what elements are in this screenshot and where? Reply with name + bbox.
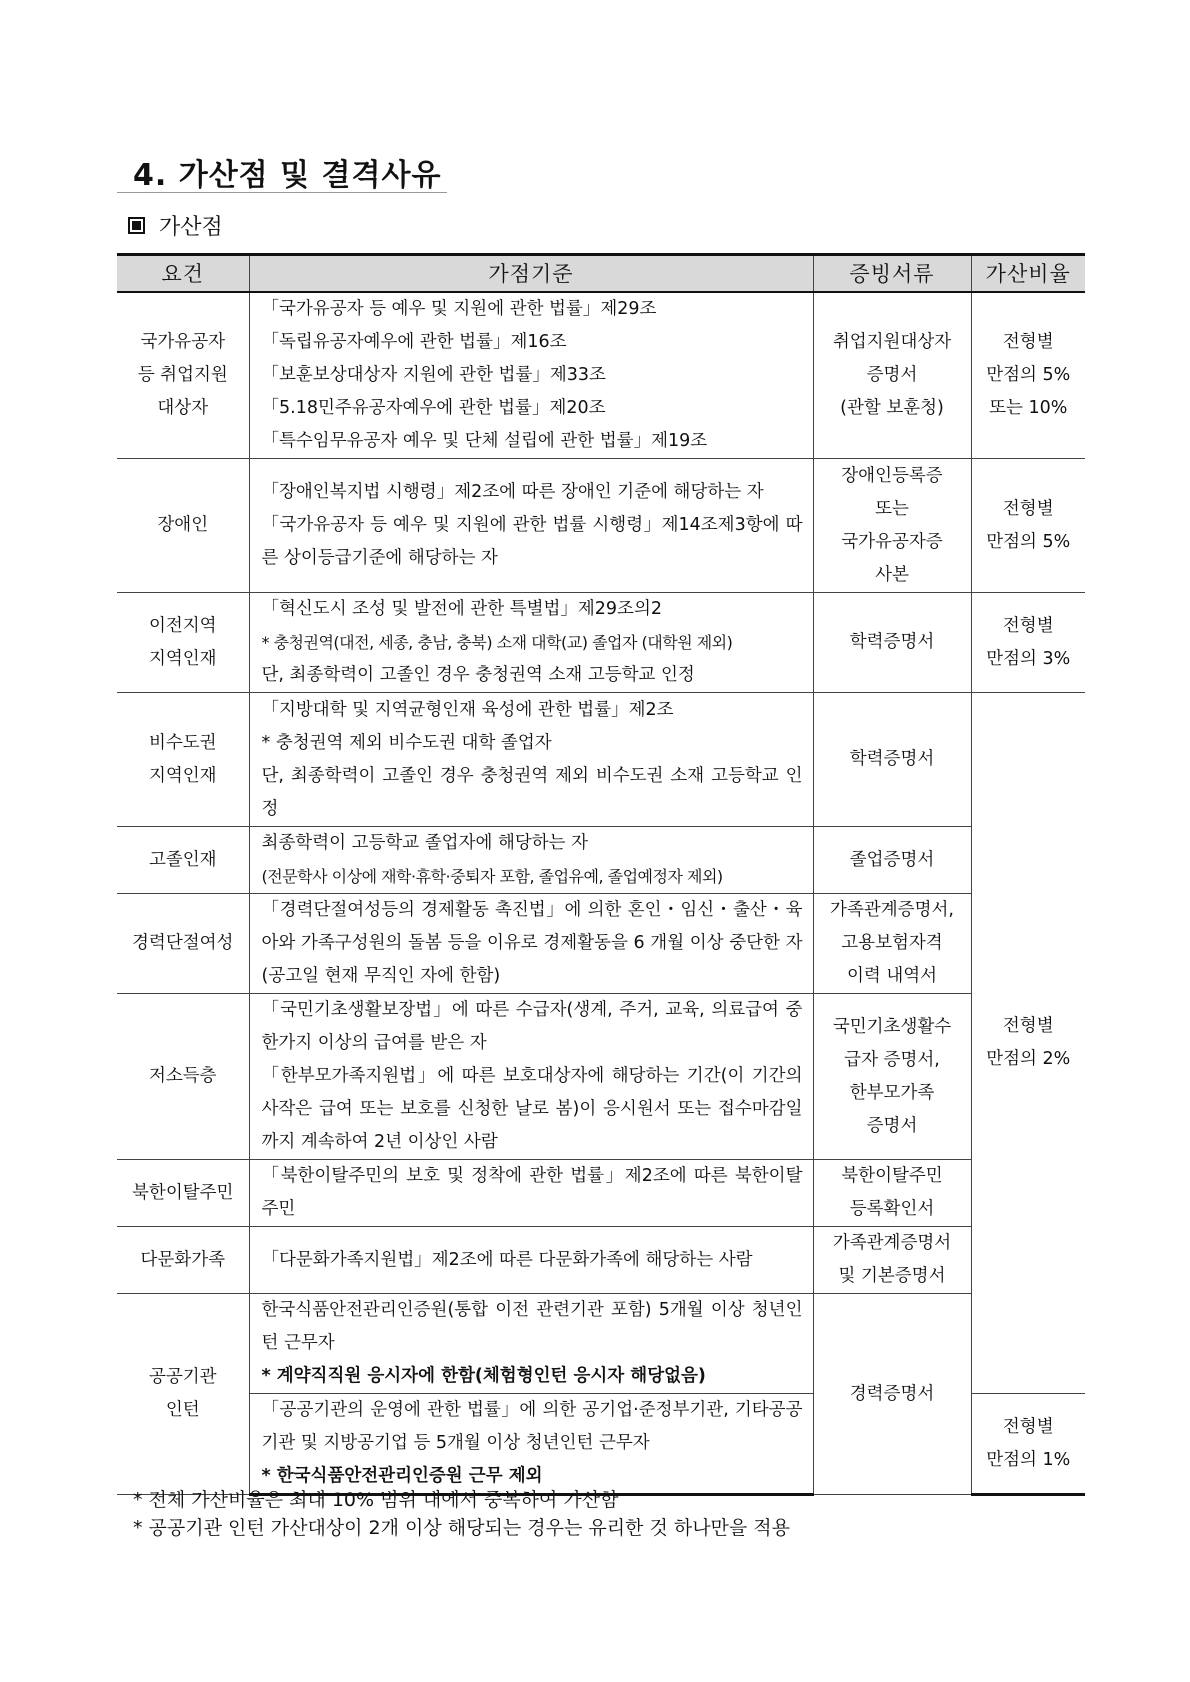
requirement-cell: 장애인 [117, 459, 249, 593]
rate-cell: 전형별 만점의 3% [971, 593, 1085, 693]
table-header-row [117, 255, 1085, 293]
documents-cell: 가족관계증명서, 고용보험자격 이력 내역서 [813, 894, 971, 994]
criteria-cell: 최종학력이 고등학교 졸업자에 해당하는 자 (전문학사 이상에 재학·휴학·중퇴자 포함, 졸업유예, 졸업예정자 제외) [249, 827, 813, 894]
criteria-cell: 「장애인복지법 시행령」제2조에 따른 장애인 기준에 해당하는 자 「국가유공자 등 예우 및 지원에 관한 법률 시행령」제14조제3항에 따른 상이등급기준에 해당하는 자 [249, 459, 813, 593]
footnote: * 공공기관 인턴 가산대상이 2개 이상 해당되는 경우는 유리한 것 하나만을 적용 [133, 1517, 790, 1539]
footnotes [133, 1486, 790, 1542]
documents-cell: 경력증명서 [813, 1294, 971, 1495]
header-criteria: 가점기준 [249, 255, 813, 293]
section-title: 가산점 [159, 215, 223, 240]
documents-cell: 장애인등록증 또는 국가유공자증 사본 [813, 459, 971, 593]
table-row [117, 459, 1085, 593]
requirement-cell: 경력단절여성 [117, 894, 249, 994]
table-row [117, 1160, 1085, 1227]
requirement-cell: 고졸인재 [117, 827, 249, 894]
table-row [117, 827, 1085, 894]
table-row [117, 593, 1085, 693]
table-row [117, 894, 1085, 994]
rate-cell: 전형별 만점의 5% [971, 459, 1085, 593]
requirement-cell: 비수도권 지역인재 [117, 693, 249, 827]
documents-cell: 국민기초생활수 급자 증명서, 한부모가족 증명서 [813, 994, 971, 1160]
documents-cell: 학력증명서 [813, 593, 971, 693]
criteria-cell: 「혁신도시 조성 및 발전에 관한 특별법」제29조의2 * 충청권역(대전, 세종, 충남, 충북) 소재 대학(교) 졸업자 (대학원 제외) 단, 최종학력이 고졸인 경우 충청권역 소재 고등학교 인정 [249, 593, 813, 693]
criteria-cell: 「국가유공자 등 예우 및 지원에 관한 법률」제29조 「독립유공자예우에 관한 법률」제16조 「보훈보상대상자 지원에 관한 법률」제33조 「5.18민주유공자예우에 관한 법률」제20조 「특수임무유공자 예우 및 단체 설립에 관한 법률」제19조 [249, 292, 813, 459]
header-rate: 가산비율 [971, 255, 1085, 293]
rate-cell: 전형별 만점의 5% 또는 10% [971, 292, 1085, 459]
footnote: * 전체 가산비율은 최대 10% 범위 내에서 중복하여 가산함 [133, 1489, 619, 1511]
requirement-cell: 공공기관 인턴 [117, 1294, 249, 1495]
documents-cell: 취업지원대상자 증명서 (관할 보훈청) [813, 292, 971, 459]
documents-cell: 학력증명서 [813, 693, 971, 827]
criteria-cell: 「다문화가족지원법」제2조에 따른 다문화가족에 해당하는 사람 [249, 1227, 813, 1294]
requirement-cell: 이전지역 지역인재 [117, 593, 249, 693]
requirement-cell: 북한이탈주민 [117, 1160, 249, 1227]
page-title: 4. 가산점 및 결격사유 [133, 158, 442, 193]
requirement-cell: 다문화가족 [117, 1227, 249, 1294]
criteria-cell: 한국식품안전관리인증원(통합 이전 관련기관 포함) 5개월 이상 청년인턴 근무자 * 계약직직원 응시자에 한함(체험형인턴 응시자 해당없음) [249, 1294, 813, 1394]
header-requirement: 요건 [117, 255, 249, 293]
bonus-points-table [117, 253, 1085, 1496]
criteria-cell: 「지방대학 및 지역균형인재 육성에 관한 법률」제2조 * 충청권역 제외 비수도권 대학 졸업자 단, 최종학력이 고졸인 경우 충청권역 제외 비수도권 소재 고등학교 인정 [249, 693, 813, 827]
filled-square-icon [128, 217, 145, 234]
criteria-cell: 「북한이탈주민의 보호 및 정착에 관한 법률」제2조에 따른 북한이탈주민 [249, 1160, 813, 1227]
criteria-cell: 「국민기초생활보장법」에 따른 수급자(생계, 주거, 교육, 의료급여 중 한가지 이상의 급여를 받은 자 「한부모가족지원법」에 따른 보호대상자에 해당하는 기간(이 기간의 사작은 급여 또는 보호를 신청한 날로 봄)이 응시원서 또는 접수마감일까지 계속하여 2년 이상인 사람 [249, 994, 813, 1160]
criteria-cell: 「경력단절여성등의 경제활동 촉진법」에 의한 혼인・임신・출산・육아와 가족구성원의 돌봄 등을 이유로 경제활동을 6 개월 이상 중단한 자(공고일 현재 무직인 자에 한함) [249, 894, 813, 994]
documents-cell: 가족관계증명서 및 기본증명서 [813, 1227, 971, 1294]
header-documents: 증빙서류 [813, 255, 971, 293]
criteria-cell: 「공공기관의 운영에 관한 법률」에 의한 공기업·준정부기관, 기타공공기관 및 지방공기업 등 5개월 이상 청년인턴 근무자 * 한국식품안전관리인증원 근무 제외 [249, 1394, 813, 1495]
table-row [117, 1227, 1085, 1294]
requirement-cell: 저소득층 [117, 994, 249, 1160]
rate-cell: 전형별 만점의 1% [971, 1394, 1085, 1495]
documents-cell: 졸업증명서 [813, 827, 971, 894]
documents-cell: 북한이탈주민 등록확인서 [813, 1160, 971, 1227]
title-underline [117, 192, 447, 193]
section-heading [128, 210, 223, 241]
shared-rate-cell: 전형별 만점의 2% [971, 693, 1085, 1394]
table-row [117, 292, 1085, 459]
table-row [117, 693, 1085, 827]
requirement-cell: 국가유공자 등 취업지원 대상자 [117, 292, 249, 459]
table-row [117, 994, 1085, 1160]
table-row [117, 1294, 1085, 1394]
